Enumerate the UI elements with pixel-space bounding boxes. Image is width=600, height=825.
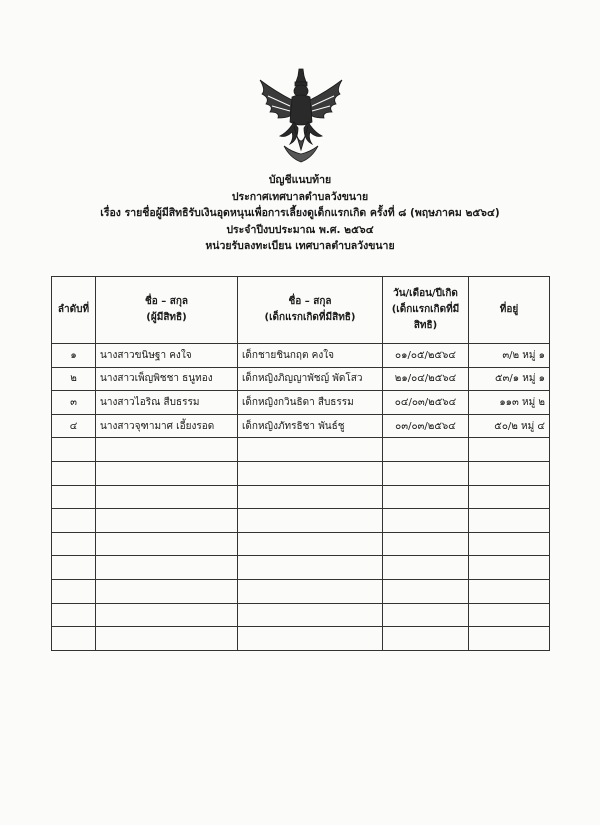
cell-address bbox=[469, 461, 550, 485]
cell-birth-date: ๐๔/๐๓/๒๕๖๔ bbox=[383, 391, 469, 415]
cell-birth-date: ๐๑/๐๕/๒๕๖๔ bbox=[383, 344, 469, 368]
cell-address bbox=[469, 532, 550, 556]
cell-child-name bbox=[238, 556, 383, 580]
cell-beneficiary-name bbox=[96, 438, 238, 462]
table-body bbox=[52, 344, 550, 651]
cell-beneficiary-name bbox=[96, 532, 238, 556]
cell-seq bbox=[52, 579, 96, 603]
cell-child-name: เด็กหญิงภิญญาพัชญ์ พัดโสว bbox=[238, 367, 383, 391]
cell-child-name bbox=[238, 579, 383, 603]
cell-child-name bbox=[238, 603, 383, 627]
cell-birth-date bbox=[383, 485, 469, 509]
cell-address bbox=[469, 556, 550, 580]
cell-seq bbox=[52, 461, 96, 485]
cell-beneficiary-name bbox=[96, 556, 238, 580]
cell-seq: ๑ bbox=[52, 344, 96, 368]
header-beneficiary-name bbox=[96, 277, 238, 344]
cell-beneficiary-name bbox=[96, 461, 238, 485]
cell-address bbox=[469, 603, 550, 627]
header-birth-date bbox=[383, 277, 469, 344]
table-row bbox=[52, 532, 550, 556]
cell-child-name bbox=[238, 627, 383, 651]
cell-beneficiary-name: นางสาวจุฑามาศ เอี้ยงรอด bbox=[96, 414, 238, 438]
table-row bbox=[52, 556, 550, 580]
header-text-line: ชื่อ – สกุล bbox=[288, 296, 332, 307]
cell-birth-date bbox=[383, 509, 469, 533]
cell-child-name: เด็กหญิงภัทรธิชา พันธ์ชู bbox=[238, 414, 383, 438]
cell-seq: ๔ bbox=[52, 414, 96, 438]
header-text-line: (เด็กแรกเกิดที่มีสิทธิ) bbox=[264, 312, 356, 323]
cell-birth-date bbox=[383, 461, 469, 485]
cell-address bbox=[469, 438, 550, 462]
cell-address: ๕๐/๒ หมู่ ๔ bbox=[469, 414, 550, 438]
header-address bbox=[469, 277, 550, 344]
header-text-line: ลำดับที่ bbox=[57, 304, 90, 315]
cell-beneficiary-name bbox=[96, 603, 238, 627]
garuda-emblem bbox=[254, 66, 348, 166]
cell-child-name: เด็กหญิงกวินธิดา สืบธรรม bbox=[238, 391, 383, 415]
header-text-line: ชื่อ – สกุล bbox=[144, 296, 189, 307]
cell-beneficiary-name: นางสาวเพ็ญพิชชา ธนูทอง bbox=[96, 367, 238, 391]
cell-birth-date bbox=[383, 438, 469, 462]
cell-birth-date: ๒๑/๐๔/๒๕๖๔ bbox=[383, 367, 469, 391]
heading-line-3: เรื่อง รายชื่อผู้มีสิทธิรับเงินอุดหนุนเพื่อการเลี้ยงดูเด็กแรกเกิด ครั้งที่ ๘ (พฤษภาคม ๒๕๖๔) bbox=[100, 207, 500, 219]
cell-birth-date bbox=[383, 532, 469, 556]
table-row bbox=[52, 485, 550, 509]
cell-address bbox=[469, 485, 550, 509]
cell-address: ๑๑๓ หมู่ ๒ bbox=[469, 391, 550, 415]
header-child-name bbox=[238, 277, 383, 344]
cell-seq bbox=[52, 556, 96, 580]
cell-beneficiary-name: นางสาวไอริณ สืบธรรม bbox=[96, 391, 238, 415]
cell-child-name bbox=[238, 485, 383, 509]
cell-seq bbox=[52, 509, 96, 533]
cell-seq: ๓ bbox=[52, 391, 96, 415]
cell-beneficiary-name bbox=[96, 579, 238, 603]
table-row bbox=[52, 367, 550, 391]
cell-seq: ๒ bbox=[52, 367, 96, 391]
cell-child-name: เด็กชายชินกฤต คงใจ bbox=[238, 344, 383, 368]
cell-birth-date bbox=[383, 603, 469, 627]
cell-address bbox=[469, 509, 550, 533]
cell-child-name bbox=[238, 461, 383, 485]
heading-line-2: ประกาศเทศบาลตำบลวังขนาย bbox=[231, 190, 369, 203]
table-row bbox=[52, 627, 550, 651]
table-row bbox=[52, 438, 550, 462]
recipients-table bbox=[51, 276, 550, 651]
cell-child-name bbox=[238, 532, 383, 556]
cell-child-name bbox=[238, 509, 383, 533]
cell-beneficiary-name bbox=[96, 509, 238, 533]
table-row bbox=[52, 603, 550, 627]
header-text-line: วัน/เดือน/ปีเกิด bbox=[393, 288, 458, 299]
cell-birth-date: ๐๓/๐๓/๒๕๖๔ bbox=[383, 414, 469, 438]
cell-birth-date bbox=[383, 556, 469, 580]
heading-line-1: บัญชีแนบท้าย bbox=[268, 174, 332, 186]
table-row bbox=[52, 344, 550, 368]
cell-birth-date bbox=[383, 627, 469, 651]
heading-line-5: หน่วยรับลงทะเบียน เทศบาลตำบลวังขนาย bbox=[205, 240, 395, 252]
cell-beneficiary-name: นางสาวขนิษฐา คงใจ bbox=[96, 344, 238, 368]
table-row bbox=[52, 391, 550, 415]
cell-address bbox=[469, 579, 550, 603]
cell-seq bbox=[52, 438, 96, 462]
cell-address: ๕๓/๑ หมู่ ๑ bbox=[469, 367, 550, 391]
table-row bbox=[52, 579, 550, 603]
document-heading bbox=[0, 172, 600, 255]
cell-beneficiary-name bbox=[96, 627, 238, 651]
header-text-line: (ผู้มีสิทธิ) bbox=[146, 312, 187, 323]
table-header-row bbox=[52, 277, 550, 344]
cell-seq bbox=[52, 485, 96, 509]
table-row bbox=[52, 461, 550, 485]
cell-address bbox=[469, 627, 550, 651]
cell-seq bbox=[52, 627, 96, 651]
header-text-line: ที่อยู่ bbox=[499, 304, 519, 315]
cell-birth-date bbox=[383, 579, 469, 603]
cell-child-name bbox=[238, 438, 383, 462]
cell-seq bbox=[52, 532, 96, 556]
cell-address: ๓/๒ หมู่ ๑ bbox=[469, 344, 550, 368]
header-text-line: สิทธิ) bbox=[413, 320, 438, 331]
table-row bbox=[52, 509, 550, 533]
header-seq bbox=[52, 277, 96, 344]
heading-line-4: ประจำปีงบประมาณ พ.ศ. ๒๕๖๔ bbox=[226, 223, 374, 236]
cell-seq bbox=[52, 603, 96, 627]
cell-beneficiary-name bbox=[96, 485, 238, 509]
table-row bbox=[52, 414, 550, 438]
header-text-line: (เด็กแรกเกิดที่มี bbox=[391, 304, 460, 315]
